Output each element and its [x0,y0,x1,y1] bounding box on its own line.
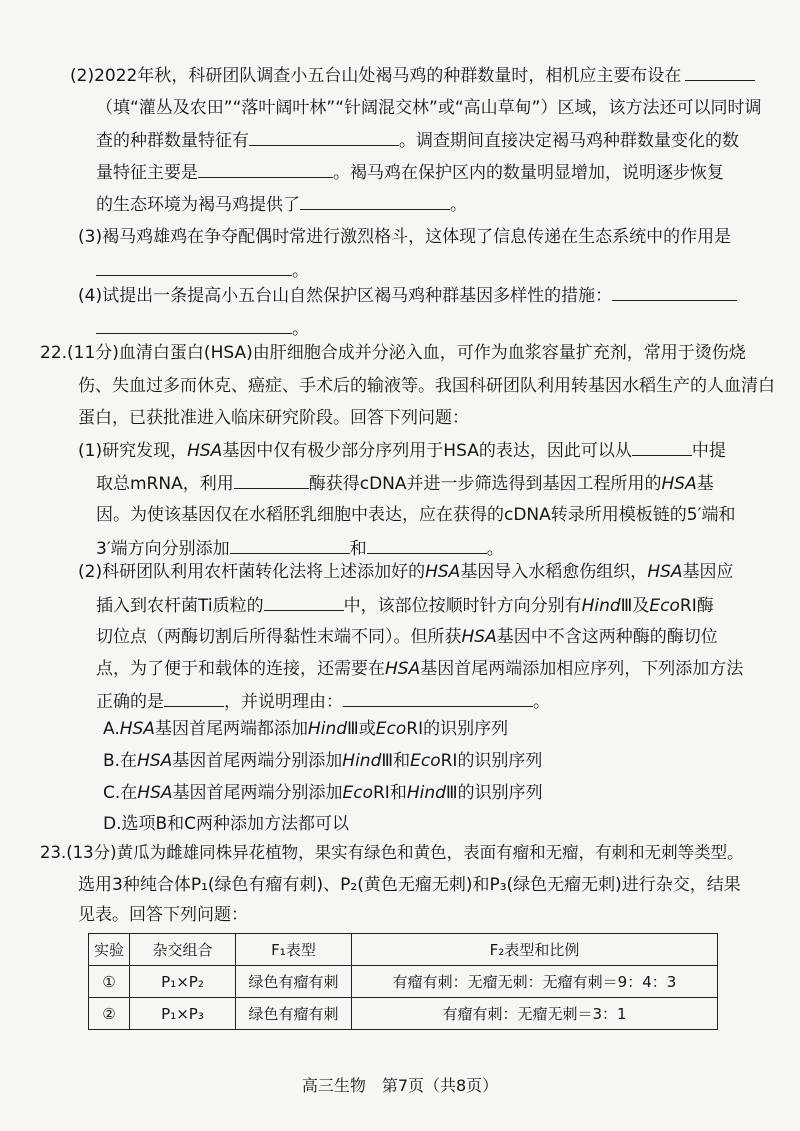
table-row [89,998,718,1030]
q21-part4-line1 [78,284,737,307]
text: RⅠ [679,596,697,616]
text: 的生态环境为褐马鸡提供了 [96,195,300,215]
table-header-cell: 实验 [89,934,130,966]
text: 基因首尾两端添加相应序列，下列添加方法 [420,659,744,679]
text: 选用3种纯合体P₁(绿色有瘤有刺)、P₂(黄色无瘤无刺)和P₃(绿色无瘤无刺)进行杂交，结果 [78,875,741,895]
q21-part2-line3 [96,129,739,152]
table-header-cell: F₂表型和比例 [352,934,718,966]
text: 的识别序列 [457,783,543,803]
text: 量特征主要是 [96,163,198,183]
cross-results-table [88,933,718,1030]
text: 酶 [696,596,714,616]
enzyme-name: Eco [375,719,407,739]
text: 基因中不含这两种酶的酶切位 [496,627,718,647]
text: 基因中仅有极少部分序列用于HSA的表达，因此可以从 [222,441,632,461]
table-cell: 有瘤有刺：无瘤无刺：无瘤有刺＝9：4：3 [352,966,718,998]
q22-stem-line2 [78,375,775,397]
text: C.在 [103,783,138,803]
table-cell: P₁×P₂ [130,966,236,998]
text: 3′端方向分别添加 [96,539,230,559]
text: 的识别序列 [457,751,543,771]
text: Ⅲ [620,596,633,616]
text: RⅠ [406,719,424,739]
q22-part2-line4 [96,658,743,680]
q21-part3-line1 [78,226,731,248]
text: 基因首尾两端分别添加 [172,751,343,771]
answer-blank [632,439,692,456]
answer-blank [230,537,350,554]
answer-blank [367,537,487,554]
table-cell: ① [89,966,130,998]
text: 基因首尾两端分别添加 [172,783,343,803]
text: Ⅲ [445,783,458,803]
table-cell: 绿色有瘤有刺 [236,966,352,998]
text: Ⅲ [347,719,359,739]
q22-option-a [103,718,508,740]
text: 。 [533,692,550,712]
text: RⅠ [373,783,390,803]
answer-blank [685,64,755,81]
answer-blank [300,193,450,210]
table-cell: ② [89,998,130,1030]
text: 中提 [691,441,726,461]
enzyme-name: Hind [406,783,446,803]
table-header-row [89,934,718,966]
text: D.选项B和C两种添加方法都可以 [103,814,350,834]
text: Ⅲ [381,751,394,771]
answer-blank [612,284,737,301]
text: (4)试提出一条提高小五台山自然保护区褐马鸡种群基因多样性的措施： [78,286,613,306]
text: 伤、失血过多而休克、癌症、手术后的输液等。我国科研团队利用转基因水稻生产的人血清白 [78,376,775,396]
q22-part2-line1 [78,561,734,583]
gene-name: HSA [661,474,697,494]
text: 或 [358,719,376,739]
q21-part2-line1 [70,64,755,87]
answer-blank [164,690,224,707]
q22-stem-line1 [40,342,746,364]
text: 正确的是 [96,692,164,712]
text: 。 [292,261,309,281]
q22-option-c [103,782,543,804]
enzyme-name: Hind [342,751,382,771]
text: (1)研究发现， [78,441,188,461]
text: 。调查期间直接决定褐马鸡种群数量变化的数 [399,131,739,151]
q22-stem-line3 [78,407,469,429]
enzyme-name: Eco [649,596,680,616]
text: 。 [450,195,467,215]
q21-part2-line2 [96,97,761,119]
q21-part2-line4 [96,161,724,184]
text: 23.(13分)黄瓜为雌雄同株异花植物，果实有绿色和黄色，表面有瘤和无瘤，有刺和无刺等类型。 [40,843,744,862]
answer-blank [96,317,292,334]
table-cell: 有瘤有刺：无瘤无刺＝3：1 [352,998,718,1030]
text: 查的种群数量特征有 [96,131,249,151]
text: 基因导入水稻愈伤组织， [460,562,648,582]
answer-blank [198,161,333,178]
text: 22.(11分)血清白蛋白(HSA)由肝细胞合成并分泌入血，可作为血浆容量扩充剂，常用于烫伤烧 [40,343,746,363]
q22-part1-line3 [96,504,735,526]
table-header-cell: 杂交组合 [130,934,236,966]
table-row [89,966,718,998]
gene-name: HSA [119,719,155,739]
text: 及 [632,596,650,616]
text: 基因应 [682,562,734,582]
text: 。褐马鸡在保护区内的数量明显增加，说明逐步恢复 [333,163,724,183]
text: 蛋白，已获批准进入临床研究阶段。回答下列问题： [78,408,469,428]
gene-name: HSA [385,659,421,679]
gene-name: HSA [187,441,223,461]
q23-stem-line3 [78,904,248,926]
text: 和 [389,783,407,803]
text: (2)科研团队利用农杆菌转化法将上述添加好的 [78,562,426,582]
table-header-cell: F₁表型 [236,934,352,966]
text: 切位点（两酶切割后所得黏性末端不同）。但所获 [96,627,462,647]
text: B.在 [103,751,138,771]
q22-option-d [103,813,349,835]
answer-blank [96,259,292,276]
text: （填“灌丛及农田”“落叶阔叶林”“针阔混交林”或“高山草甸”）区域，该方法还可以同时调 [96,98,762,118]
text: 。 [486,539,504,559]
text: 的识别序列 [423,719,509,739]
text: 插入到农杆菌Ti质粒的 [96,596,264,616]
enzyme-name: Eco [410,751,441,771]
text: 和 [349,539,367,559]
table-cell: 绿色有瘤有刺 [236,998,352,1030]
answer-blank [343,690,533,707]
text: 点，为了便于和载体的连接，还需要在 [96,659,385,679]
text: (2)2022年秋，科研团队调查小五台山处褐马鸡的种群数量时，相机应主要布设在 [70,66,682,86]
text: (3)褐马鸡雄鸡在争夺配偶时常进行激烈格斗，这体现了信息传递在生态系统中的作用是 [78,227,732,247]
q22-part2-line3 [96,626,718,648]
q22-part1-line4 [96,537,504,560]
gene-name: HSA [137,783,173,803]
enzyme-name: Eco [342,783,373,803]
q21-part2-line5 [96,193,467,216]
text: 见表。回答下列问题： [78,905,248,925]
text: 中，该部位按顺时针方向分别有 [343,596,582,616]
q22-part2-line5 [96,690,550,713]
text: RⅠ [440,751,458,771]
q22-part1-line2 [96,472,714,495]
text: 基因首尾两端都添加 [154,719,308,739]
text: 酶获得cDNA并进一步筛选得到基因工程所用的 [308,474,662,494]
q21-part3-line2 [96,259,309,282]
q22-option-b [103,750,542,772]
text: 基 [696,474,714,494]
gene-name: HSA [461,627,497,647]
gene-name: HSA [137,751,173,771]
answer-blank [264,594,344,611]
enzyme-name: Hind [581,596,621,616]
table-cell: P₁×P₃ [130,998,236,1030]
text: 因。为使该基因仅在水稻胚乳细胞中表达，应在获得的cDNA转录所用模板链的5′端和 [96,505,736,525]
enzyme-name: Hind [307,719,348,739]
text: A. [103,719,120,739]
text: 取总mRNA，利用 [96,474,234,494]
q21-part4-line2 [96,317,309,340]
q22-part1-line1 [78,439,726,462]
text: 和 [393,751,411,771]
answer-blank [249,129,399,146]
answer-blank [234,472,309,489]
q22-part2-line2 [96,594,714,617]
page-footer: 高三生物 第7页（共8页） [301,1076,499,1095]
gene-name: HSA [647,562,683,582]
text: ，并说明理由： [224,692,343,712]
text: 。 [292,319,309,339]
q23-stem-line1 [40,842,744,864]
q23-stem-line2 [78,874,741,896]
gene-name: HSA [425,562,461,582]
